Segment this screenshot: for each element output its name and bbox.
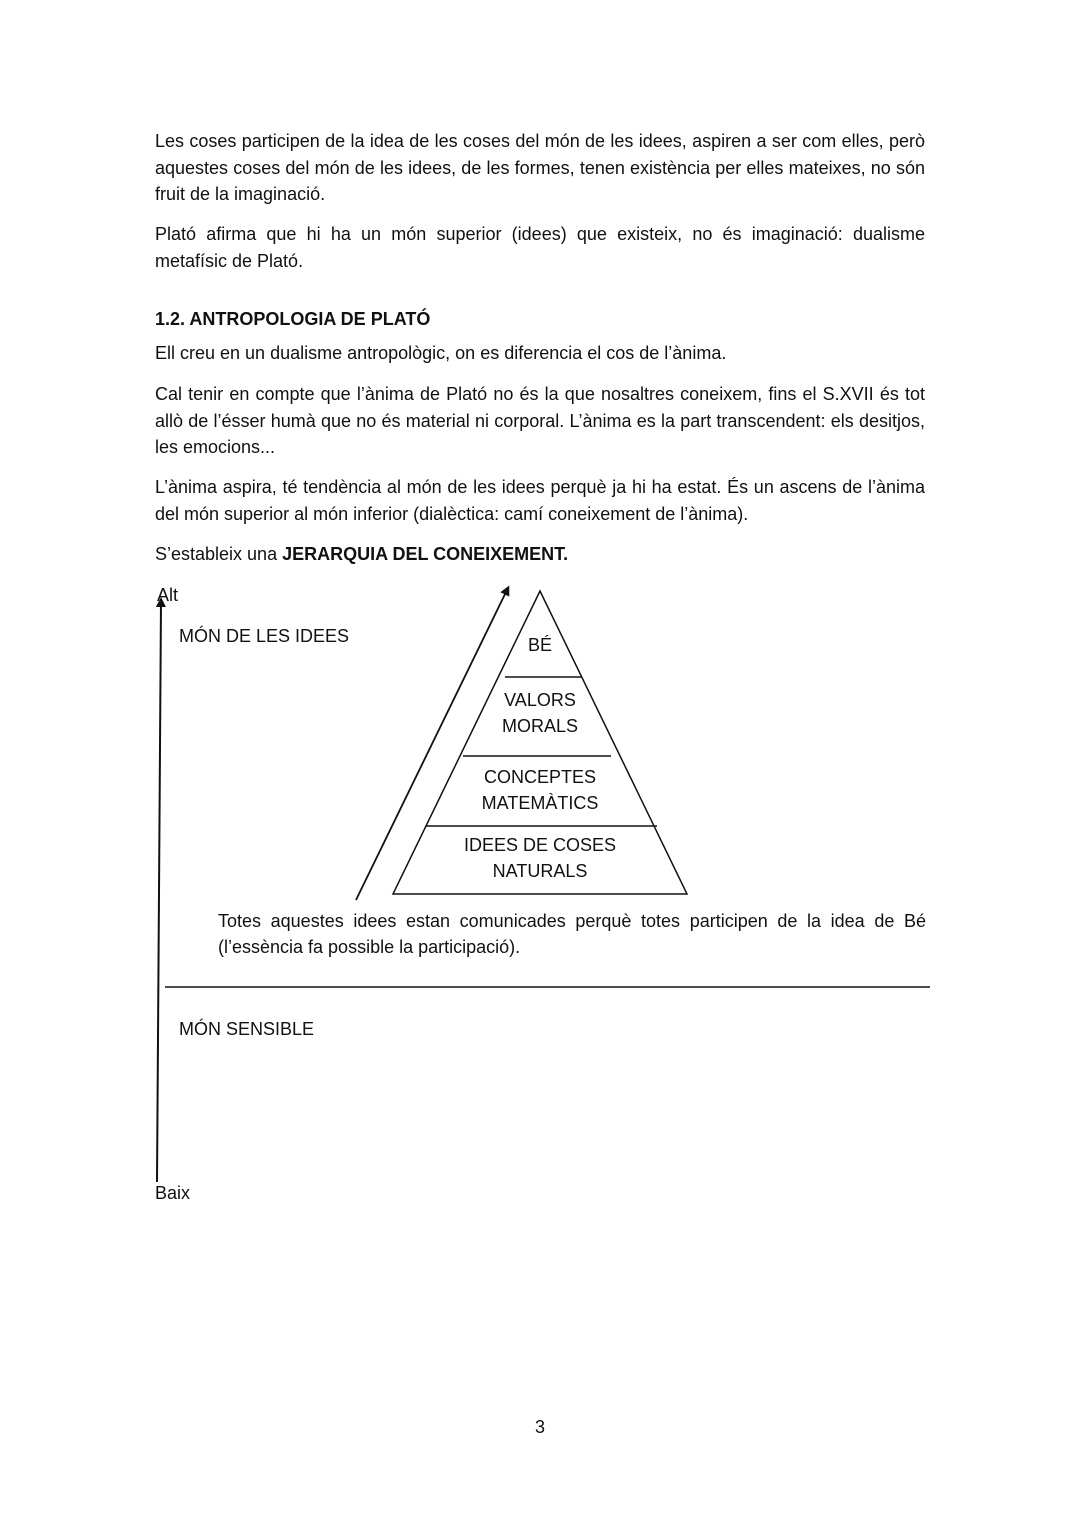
upper-world-label: MÓN DE LES IDEES	[179, 626, 350, 646]
level-label: MATEMÀTICS	[481, 793, 599, 813]
hierarchy-prefix: S’estableix una	[155, 544, 283, 564]
level-natural-ideas	[440, 832, 640, 884]
level-label: CONCEPTES	[483, 767, 597, 787]
lower-world-label: MÓN SENSIBLE	[179, 1019, 315, 1039]
vertical-axis-arrow	[157, 602, 161, 1182]
section-heading: 1.2. ANTROPOLOGIA DE PLATÓ	[155, 309, 431, 329]
level-math-concepts	[440, 764, 640, 816]
hierarchy-title: JERARQUIA DEL CONEIXEMENT.	[282, 544, 569, 564]
diagram-caption: Totes aquestes idees estan comunicades perquè totes participen de la idea de Bé (l’essència fa possible la participació).	[218, 911, 926, 957]
level-good	[440, 632, 640, 658]
paragraph-ascent: L’ànima aspira, té tendència al món de les idees perquè ja hi ha estat. És un ascens de l’ànima del món superior al món inferior (dialèctica: camí coneixement de l’ànima).	[155, 477, 925, 524]
paragraph-dualism-anthropological: Ell creu en un dualisme antropològic, on es diferencia el cos de l’ànima.	[155, 343, 727, 363]
paragraph-participation: Les coses participen de la idea de les coses del món de les idees, aspiren a ser com elles, però aquestes coses del món de les idees, de les formes, tenen existència per elles mateixes, no són fruit de la imaginació.	[155, 131, 925, 204]
level-label: IDEES DE COSES	[463, 835, 617, 855]
level-label: NATURALS	[492, 861, 588, 881]
paragraph-dualism-metaphysical: Plató afirma que hi ha un món superior (idees) que existeix, no és imaginació: dualisme metafísic de Plató.	[155, 224, 925, 271]
level-label: BÉ	[527, 635, 552, 655]
axis-bottom-label: Baix	[155, 1183, 191, 1203]
level-label: MORALS	[501, 716, 579, 736]
page-number: 3	[534, 1417, 545, 1437]
level-moral-values	[440, 687, 640, 739]
level-label: VALORS	[504, 690, 576, 710]
paragraph-soul: Cal tenir en compte que l’ànima de Plató no és la que nosaltres coneixem, fins el S.XVII és tot allò de l’ésser humà que no és material ni corporal. L’ànima es la part transcendent: els desitjos, les emocions...	[155, 384, 925, 457]
axis-top-label: Alt	[157, 585, 179, 605]
